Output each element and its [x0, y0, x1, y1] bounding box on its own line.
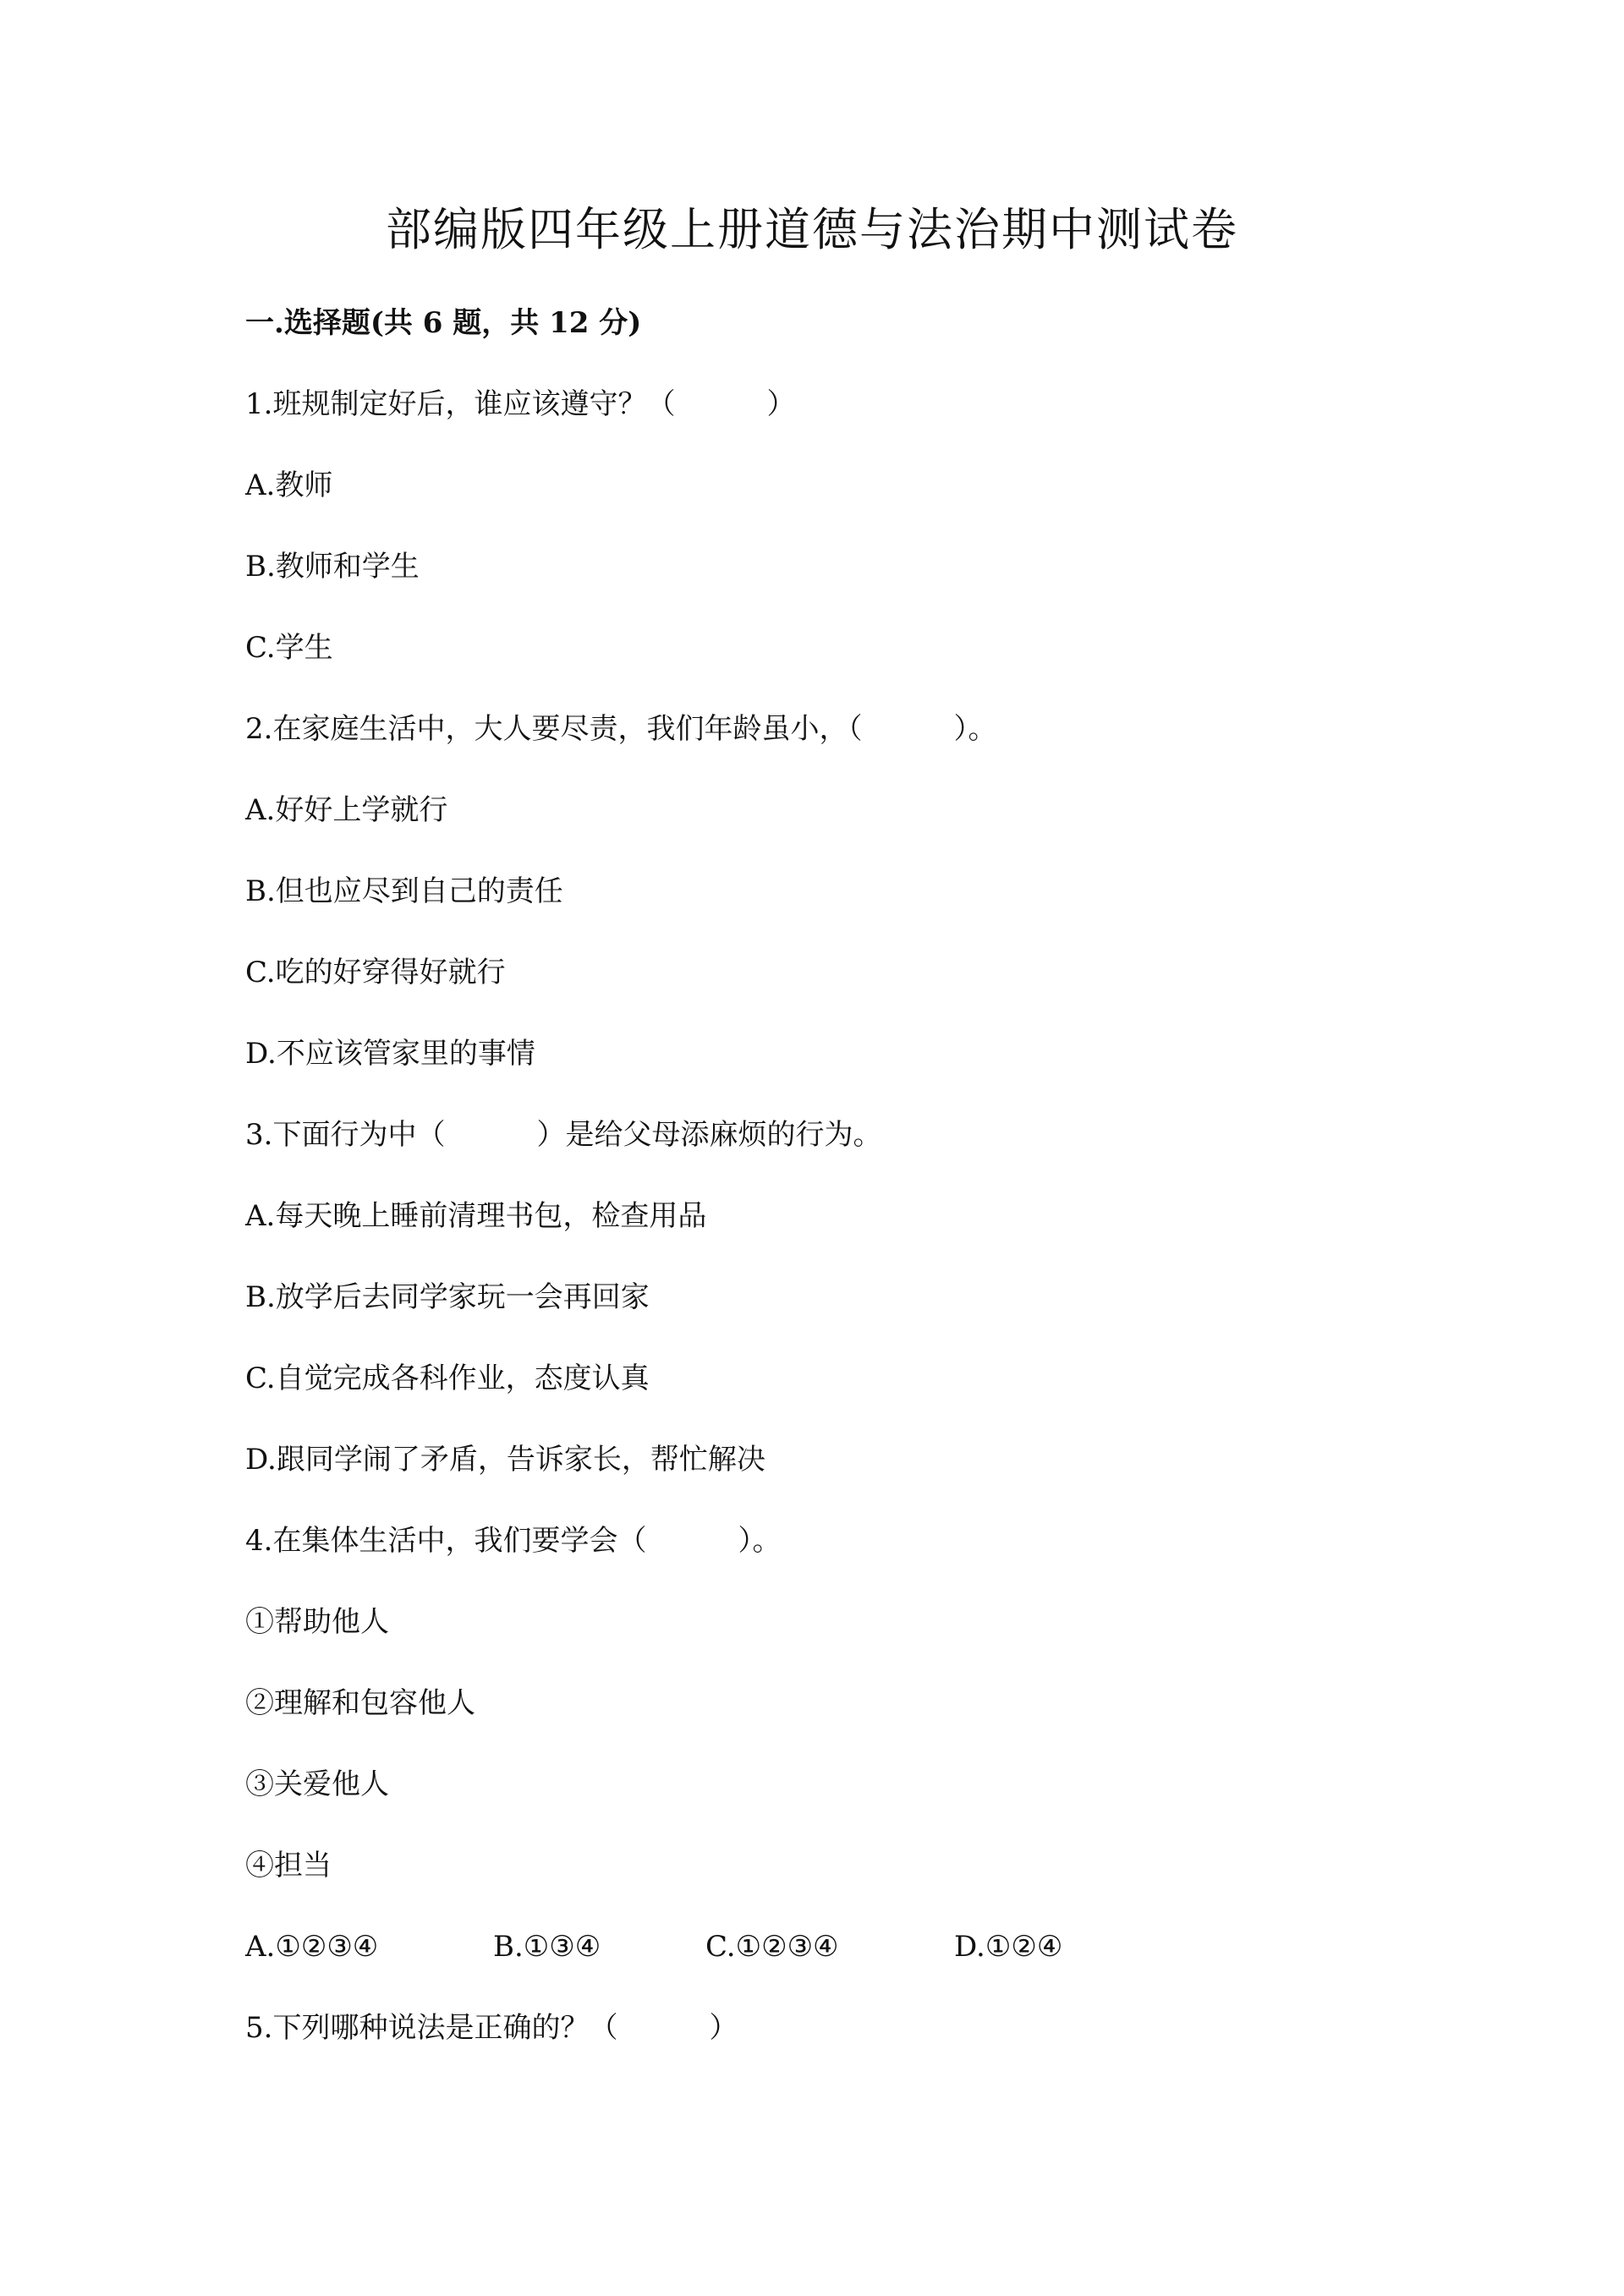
question-3-option-b: B.放学后去同学家玩一会再回家 — [245, 1280, 650, 1314]
question-4-item-3: ③关爱他人 — [245, 1767, 389, 1801]
question-3-stem: 3.下面行为中（ ）是给父母添麻烦的行为。 — [245, 1118, 882, 1152]
question-4-options-row — [245, 1921, 1429, 1972]
question-2-option-b: B.但也应尽到自己的责任 — [245, 874, 563, 908]
question-1-option-c: C.学生 — [245, 631, 333, 665]
question-4-option-b: B.①③④ — [493, 1930, 601, 1964]
question-2-option-a: A.好好上学就行 — [245, 793, 448, 827]
question-2-option-c: C.吃的好穿得好就行 — [245, 956, 506, 989]
page-title: 部编版四年级上册道德与法治期中测试卷 — [386, 203, 1238, 256]
question-3-option-c: C.自觉完成各科作业，态度认真 — [245, 1362, 650, 1395]
section-heading: 一.选择题(共 6 题，共 12 分) — [245, 306, 642, 340]
question-3-option-a: A.每天晚上睡前清理书包，检查用品 — [245, 1199, 707, 1233]
question-4-stem: 4.在集体生活中，我们要学会（ ）。 — [245, 1524, 782, 1558]
question-2-option-d: D.不应该管家里的事情 — [245, 1037, 535, 1071]
question-3-option-d: D.跟同学闹了矛盾，告诉家长，帮忙解决 — [245, 1443, 765, 1477]
question-1-option-a: A.教师 — [245, 469, 333, 502]
question-5-stem: 5.下列哪种说法是正确的？（ ） — [245, 2011, 738, 2045]
question-4-item-4: ④担当 — [245, 1849, 332, 1882]
question-4-item-2: ②理解和包容他人 — [245, 1686, 475, 1720]
question-4-item-1: ①帮助他人 — [245, 1605, 389, 1639]
question-2-stem: 2.在家庭生活中，大人要尽责，我们年龄虽小，（ ）。 — [245, 712, 997, 746]
question-4-option-c: C.①②③④ — [705, 1930, 839, 1964]
question-1-stem: 1.班规制定好后，谁应该遵守？（ ） — [245, 387, 796, 421]
question-4-option-d: D.①②④ — [954, 1930, 1063, 1964]
question-4-option-a: A.①②③④ — [245, 1930, 379, 1964]
question-1-option-b: B.教师和学生 — [245, 550, 420, 584]
